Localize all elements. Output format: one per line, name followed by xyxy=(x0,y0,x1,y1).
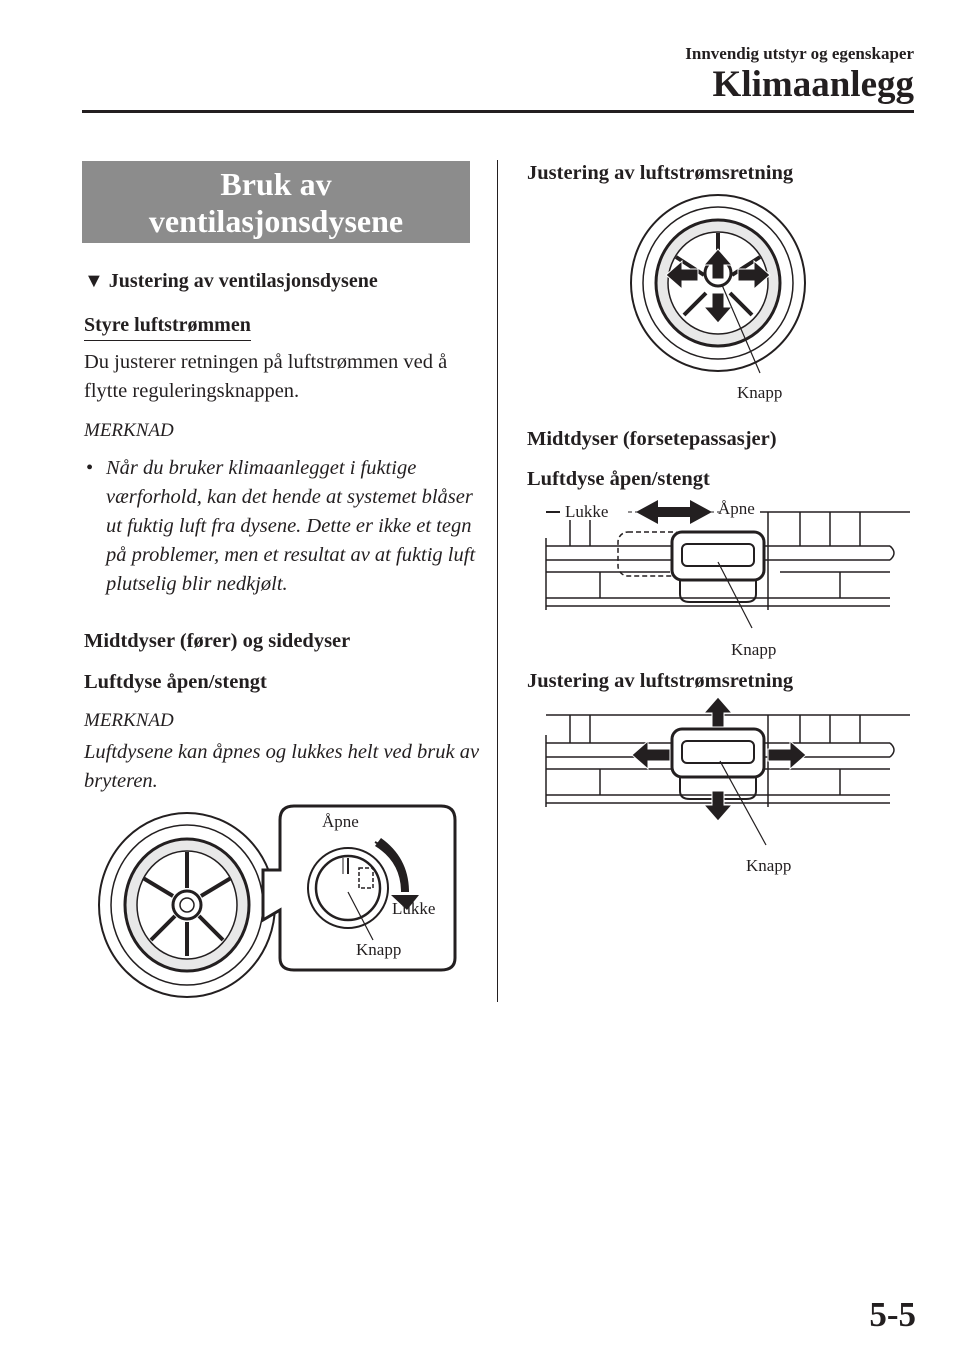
fig2-close-label: Lukke xyxy=(565,502,609,521)
round-vent-direction-figure xyxy=(628,195,808,395)
heading-adjust-vents xyxy=(84,270,378,293)
section-title-line1: Bruk av xyxy=(220,166,332,202)
chapter-title: Klimaanlegg xyxy=(712,64,914,105)
section-title-box xyxy=(82,161,470,243)
fig1-button-label: Knapp xyxy=(737,383,783,402)
heading-adjust-vents-text: Justering av ventilasjonsdysene xyxy=(108,270,378,292)
heading-passenger-vents: Midtdyser (forsetepassasjer) xyxy=(527,428,777,450)
triangle-bullet-icon: ▼ xyxy=(84,270,109,292)
section-title-line2: ventilasjonsdysene xyxy=(148,203,404,239)
note-label: MERKNAD xyxy=(84,420,174,441)
note2-text: Luftdysene kan åpnes og lukkes helt ved bruk av bryteren. xyxy=(84,741,480,792)
fig3-button-label: Knapp xyxy=(746,856,792,875)
subheading-airflow: Styre luftstrømmen xyxy=(84,314,251,341)
fig-close-label: Lukke xyxy=(392,899,436,918)
note2-label: MERKNAD xyxy=(84,710,174,731)
heading-airflow-direction-right: Justering av luftstrømsretning xyxy=(527,670,794,692)
bullet-dot-icon: • xyxy=(86,457,94,479)
heading-vent-open-closed-right: Luftdyse åpen/stengt xyxy=(527,468,710,490)
fig2-open-label: Åpne xyxy=(718,499,755,518)
fig-open-label: Åpne xyxy=(322,812,359,831)
subheading-vent-open-closed: Luftdyse åpen/stengt xyxy=(84,671,267,693)
horizontal-vent-direction-figure xyxy=(540,695,910,855)
subheading-driver-side-vents: Midtdyser (fører) og sidedyser xyxy=(84,630,351,652)
page-number: 5-5 xyxy=(869,1295,916,1334)
fig-button-label: Knapp xyxy=(356,940,402,959)
header-rule xyxy=(82,110,914,113)
running-header-section: Innvendig utstyr og egenskaper xyxy=(685,44,914,63)
note-bullet-text: Når du bruker klimaanlegget i fuktige værforhold, kan det hende at systemet blåser ut fuktig luft fra dysene. Dette er ikke et tegn på problemer, men et resultat av at fuktig luft plutselig blir nedkjølt. xyxy=(106,457,476,595)
body-paragraph: Du justerer retningen på luftstrømmen ved å flytte reguleringsknappen. xyxy=(84,351,448,402)
heading-airflow-direction: Justering av luftstrømsretning xyxy=(527,162,794,184)
note-bullet-item xyxy=(86,454,476,599)
fig2-button-label: Knapp xyxy=(731,640,777,659)
column-divider xyxy=(497,160,498,1002)
